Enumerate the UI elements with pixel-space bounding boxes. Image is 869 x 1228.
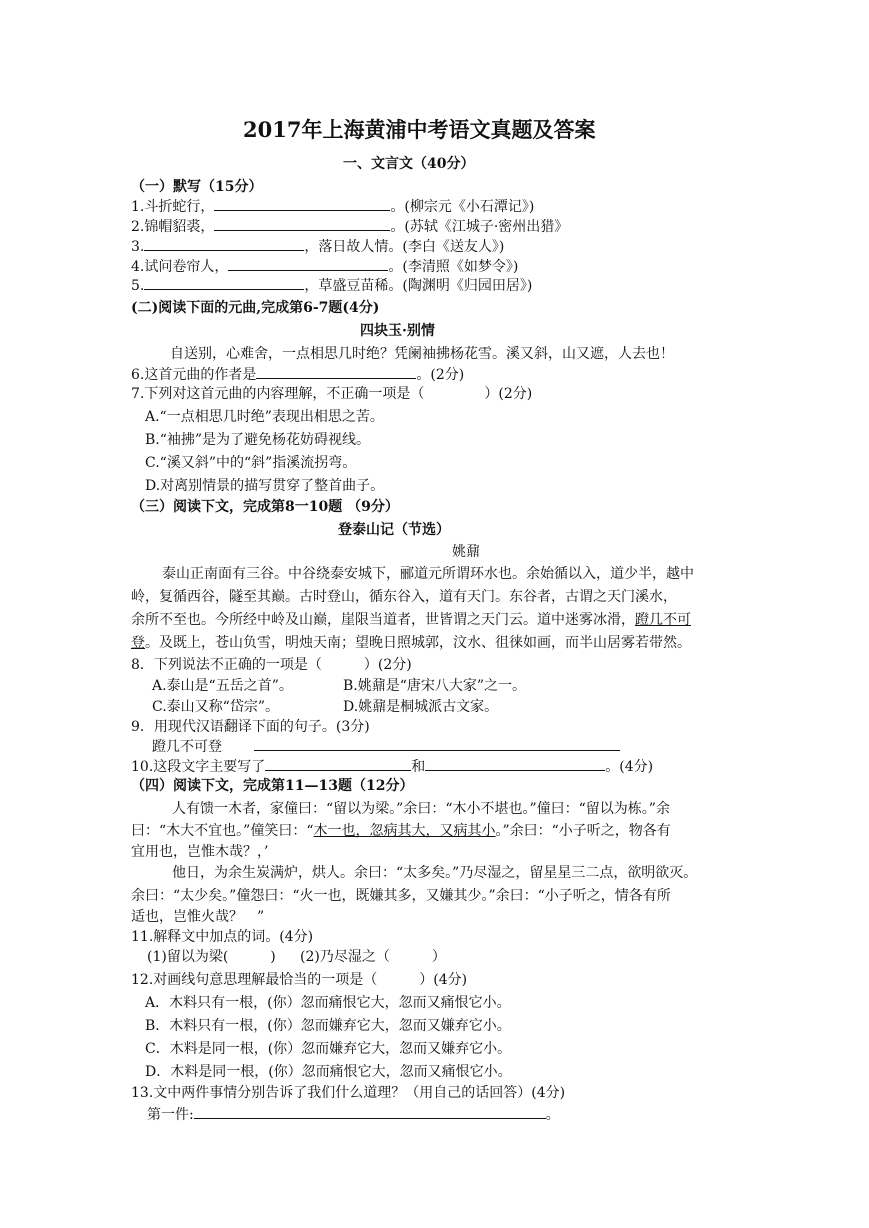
q3-source: ，落日故人情。(李白《送友人》) xyxy=(304,239,505,255)
question-12: 12.对画线句意思理解最恰当的一项是（ ）(4分) xyxy=(131,972,468,988)
q12-option-c: C．木料是同一根，(你）忽而嫌弃它大，忽而又嫌弃它小。 xyxy=(145,1041,512,1057)
answer-blank[interactable] xyxy=(214,216,390,231)
poem-title: 四块玉·别情 xyxy=(360,323,435,339)
question-5 xyxy=(131,275,532,296)
passage-text: 。及既上，苍山负雪，明烛天南；望晚日照城郭，汶水、徂徕如画，而半山居雾若带然。 xyxy=(145,635,691,651)
question-10 xyxy=(131,756,653,777)
question-2 xyxy=(131,216,568,237)
q1-source: 。(柳宗元《小石潭记》) xyxy=(390,199,535,215)
passage-line: 适也，岂惟火哉？ ” xyxy=(131,909,265,925)
passage-author: 姚鼐 xyxy=(452,544,480,560)
passage-text: 曰：“木大不宜也。”僮笑曰：“ xyxy=(131,823,314,839)
section-heading: 一、文言文（40分） xyxy=(343,156,475,172)
q7-score: ）(2分) xyxy=(484,386,533,402)
passage-line: 余曰：“太少矣。”僮怨曰：“火一也，既嫌其多，又嫌其少。”余曰：“小子听之，情各有所 xyxy=(131,888,671,904)
q2-prompt: 2.锦帽貂裘， xyxy=(131,219,215,235)
answer-blank[interactable] xyxy=(265,756,411,771)
answer-blank[interactable] xyxy=(256,364,416,379)
passage-line: 他日，为余生炭满炉，烘人。余曰：“太多矣。”乃尽湿之，留星星三二点，欲明欲灭。 xyxy=(172,865,698,881)
q8-option-d: D.姚鼐是桐城派古文家。 xyxy=(343,699,499,715)
answer-blank[interactable] xyxy=(214,196,390,211)
q5-prompt: 5. xyxy=(131,278,145,294)
question-1 xyxy=(131,196,534,217)
question-13: 13.文中两件事情分别告诉了我们什么道理？（用自己的话回答）(4分) xyxy=(131,1085,566,1101)
q7-option-a: A.“一点相思几时绝”表现出相思之苦。 xyxy=(145,409,384,425)
q8-option-a: A.泰山是“五岳之首”。 xyxy=(152,678,293,694)
answer-blank[interactable] xyxy=(425,756,605,771)
underlined-sentence: 木一也，忽病其大，又病其小 xyxy=(313,823,496,839)
part4-heading: （四）阅读下文，完成第11—13题（12分） xyxy=(131,778,414,794)
q10-score: 。(4分) xyxy=(605,759,654,775)
q12-option-d: D．木料是同一根，(你）忽而痛恨它大，忽而又痛恨它小。 xyxy=(145,1064,512,1080)
question-11: 11.解释文中加点的词。(4分) xyxy=(131,929,314,945)
underlined-sentence: 登 xyxy=(131,635,145,651)
part3-heading: （三）阅读下文，完成第8一10题 （9分） xyxy=(131,499,399,515)
q7-option-b: B.“袖拂”是为了避免杨花妨碍视线。 xyxy=(145,432,371,448)
q10-prompt: 10.这段文字主要写了 xyxy=(131,759,266,775)
q4-source: 。(李清照《如梦令》) xyxy=(388,259,519,275)
q3-prompt: 3. xyxy=(131,239,145,255)
passage-line xyxy=(131,633,691,653)
passage-line xyxy=(131,821,671,841)
q11-item-1: (1)留以为梁( ) xyxy=(147,949,276,965)
question-9: 9．用现代汉语翻译下面的句子。(3分) xyxy=(131,719,370,735)
q11-item-2: (2)乃尽湿之（ ） xyxy=(300,949,446,965)
q7-option-d: D.对离别情景的描写贯穿了整首曲子。 xyxy=(145,478,385,494)
q12-option-b: B．木料只有一根，(你）忽而嫌弃它大，忽而又嫌弃它小。 xyxy=(145,1018,511,1034)
q7-prompt: 7.下列对这首元曲的内容理解，不正确一项是（ xyxy=(131,386,425,402)
q7-option-c: C.“溪又斜”中的“斜”指溪流拐弯。 xyxy=(145,455,357,471)
q12-option-a: A．木料只有一根，(你）忽而痛恨它大，忽而又痛恨它小。 xyxy=(145,995,511,1011)
q1-prompt: 1.斗折蛇行， xyxy=(131,199,215,215)
part1-heading: （一）默写（15分） xyxy=(131,179,263,195)
passage-line: 宜用也，岂惟木哉？，’ xyxy=(131,844,269,860)
answer-blank[interactable] xyxy=(144,275,304,290)
answer-blank[interactable] xyxy=(228,256,388,271)
q13-answer-row xyxy=(147,1104,560,1125)
passage-text: 。”余曰：“小子听之，物各有 xyxy=(495,823,671,839)
part2-heading: (二)阅读下面的元曲,完成第6-7题(4分) xyxy=(131,300,380,316)
q9-sentence: 蹬几不可登 xyxy=(152,739,222,755)
q10-and: 和 xyxy=(411,759,426,775)
q8-option-c: C.泰山又称“岱宗”。 xyxy=(152,699,279,715)
question-4 xyxy=(131,256,518,277)
underlined-sentence: 蹬几不可 xyxy=(635,612,691,628)
passage-line: 人有馈一木者，家僮曰：“留以为梁。”余曰：“木小不堪也。”僮曰：“留以为栋。”余 xyxy=(172,801,670,817)
question-3 xyxy=(131,236,504,257)
passage-line: 泰山正南面有三谷。中谷绕泰安城下，郦道元所谓环水也。余始循以入，道少半，越中 xyxy=(162,566,694,582)
passage-line xyxy=(131,610,691,630)
answer-blank[interactable] xyxy=(194,1104,546,1119)
question-8: 8．下列说法不正确的一项是（ ）(2分) xyxy=(131,657,412,673)
passage-title: 登泰山记（节选） xyxy=(338,522,450,538)
q13-end: 。 xyxy=(545,1107,560,1123)
poem-text: 自送别，心难舍，一点相思几时绝？凭阑袖拂杨花雪。溪又斜，山又遮，人去也！ xyxy=(170,346,674,362)
question-7 xyxy=(131,384,532,404)
q13-label: 第一件: xyxy=(147,1107,194,1123)
q6-prompt: 6.这首元曲的作者是 xyxy=(131,367,257,383)
q4-prompt: 4.试问卷帘人， xyxy=(131,259,229,275)
page-title: 2017年上海黄浦中考语文真题及答案 xyxy=(243,117,596,142)
answer-blank[interactable] xyxy=(144,236,304,251)
q6-score: 。(2分) xyxy=(416,367,465,383)
q8-option-b: B.姚鼐是“唐宋八大家”之一。 xyxy=(343,678,527,694)
passage-line: 岭，复循西谷，隧至其巅。古时登山，循东谷入，道有天门。东谷者，古谓之天门溪水， xyxy=(131,589,677,605)
answer-line[interactable] xyxy=(254,750,620,751)
question-6 xyxy=(131,364,464,385)
q2-source: 。(苏轼《江城子·密州出猎》 xyxy=(390,219,569,235)
passage-text: 余所不至也。今所经中岭及山巅，崖限当道者，世皆谓之天门云。道中迷雾冰滑， xyxy=(131,612,635,628)
q5-source: ，草盛豆苗稀。(陶渊明《归园田居》) xyxy=(304,278,533,294)
